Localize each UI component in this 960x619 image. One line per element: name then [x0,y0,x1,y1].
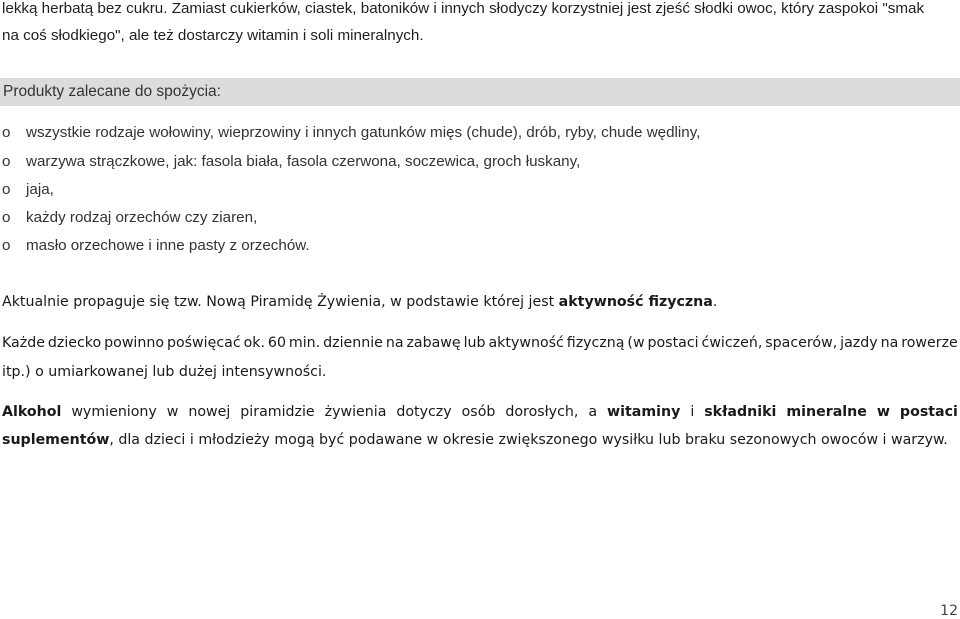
paragraph-end: . [712,294,718,310]
bold-term: suplementów [2,432,110,448]
word: ok. [243,335,265,351]
paragraph-activity-line-1 [2,335,958,351]
word: żywienia [324,404,387,420]
bold-word: w [876,404,890,420]
paragraph-text: Aktualnie propaguje się tzw. Nową Piramidę Żywienia, w podstawie której jest [2,294,559,310]
word: lub [463,335,486,351]
word: Każde [2,335,45,351]
word: dotyczy [396,404,452,420]
word: rowerze [901,335,958,351]
word: spacerów, [765,335,838,351]
word: i [690,404,695,420]
list-item-text: masło orzechowe i inne pasty z orzechów. [26,237,310,254]
paragraph-activity-line-2: itp.) o umiarkowanej lub dużej intensywności. [2,364,327,380]
word: powinno [104,335,165,351]
bold-word: witaminy [607,404,681,420]
paragraph-text: , dla dzieci i młodzieży mogą być podawane w okresie zwiększonego wysiłku lub braku sezonowych owoców i warzyw. [109,432,948,448]
word: ćwiczeń, [701,335,763,351]
bullet-marker: o [2,181,11,198]
paragraph-pyramid [2,294,717,310]
word: a [588,404,598,420]
word: (w [627,335,645,351]
list-item-text: warzywa strączkowe, jak: fasola biała, fasola czerwona, soczewica, groch łuskany, [26,153,581,170]
word: poświęcać [166,335,241,351]
word: osób [461,404,496,420]
word: postaci [647,335,699,351]
word: dorosłych, [505,404,579,420]
word: na [385,335,404,351]
word: fizyczną [566,335,625,351]
paragraph-alcohol-line-1 [2,404,958,420]
bold-word: Alkohol [2,404,62,420]
list-item-text: każdy rodzaj orzechów czy ziaren, [26,209,258,226]
bullet-marker: o [2,124,11,141]
bold-word: postaci [899,404,958,420]
list-item-text: jaja, [26,181,54,198]
word: dziennie [323,335,383,351]
word: wymieniony [71,404,157,420]
bullet-marker: o [2,237,11,254]
bullet-marker: o [2,209,11,226]
intro-line-2: na coś słodkiego", ale też dostarczy witamin i soli mineralnych. [2,27,424,44]
paragraph-alcohol-line-2 [2,432,948,448]
word: na [880,335,899,351]
word: nowej [188,404,231,420]
word: aktywność [488,335,564,351]
bold-word: mineralne [786,404,867,420]
intro-line-1: lekką herbatą bez cukru. Zamiast cukierków, ciastek, batoników i innych słodyczy korzystniej jest zjeść słodki owoc, który zaspokoi "smak [2,0,925,17]
word: dziecko [47,335,102,351]
section-heading: Produkty zalecane do spożycia: [3,83,221,100]
bold-word: składniki [704,404,777,420]
word: zabawę [406,335,461,351]
word: 60 [267,335,286,351]
word: w [166,404,179,420]
list-item-text: wszystkie rodzaje wołowiny, wieprzowiny i innych gatunków mięs (chude), drób, ryby, chude wędliny, [26,124,701,141]
word: piramidzie [240,404,315,420]
bullet-marker: o [2,153,11,170]
page-number: 12 [940,603,958,619]
word: jazdy [840,335,878,351]
bold-term: aktywność fizyczna [558,294,713,310]
word: min. [288,335,321,351]
